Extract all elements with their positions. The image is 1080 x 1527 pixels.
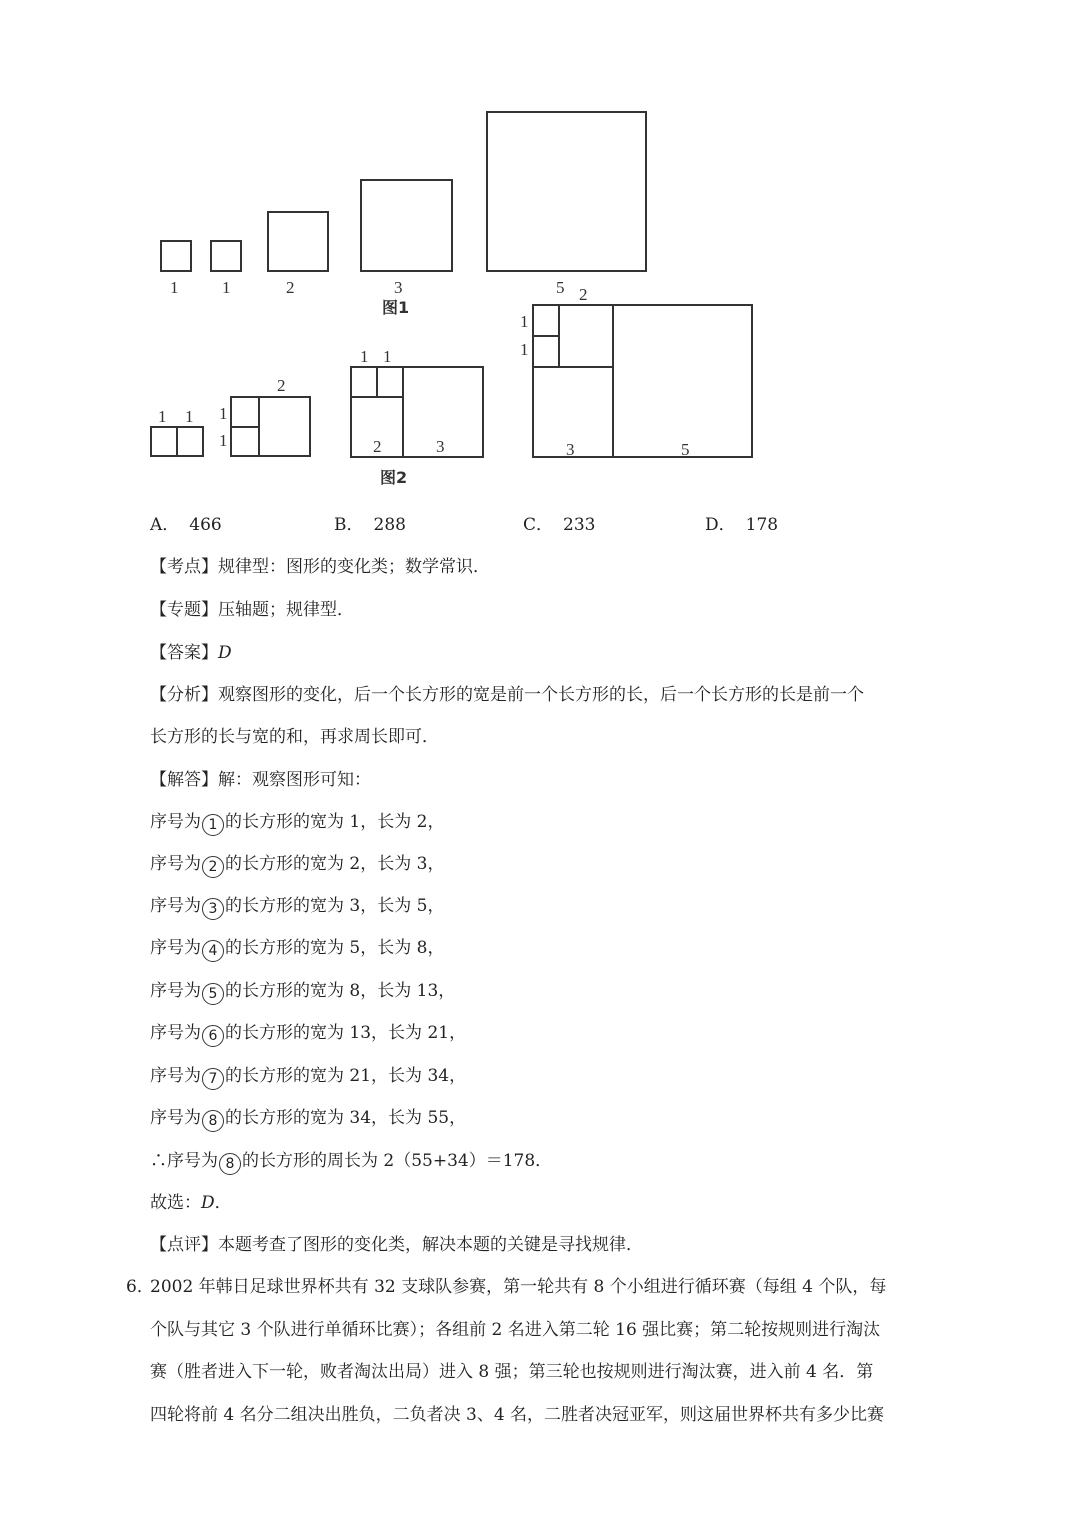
choice-d: D． 178 <box>705 515 779 535</box>
kaodian-line: 【考点】规律型：图形的变化类；数学常识． <box>150 557 490 577</box>
fig2-r4-label-left-b: 1 <box>520 340 529 359</box>
fig1-square-2 <box>268 212 328 271</box>
fig2-r3-label-top-b: 1 <box>383 347 392 366</box>
fig1-label-2: 2 <box>286 278 295 297</box>
fig2-r2-label-left-a: 1 <box>219 404 228 423</box>
daan-line: 【答案】D <box>150 643 232 663</box>
choice-c: C． 233 <box>523 515 596 535</box>
step-5: 序号为 5 的长方形的宽为 8，长为 13， <box>150 976 455 1005</box>
question-6-line-1: 2002 年韩日足球世界杯共有 32 支球队参赛，第一轮共有 8 个小组进行循环赛（每组 4 个队，每 <box>150 1277 887 1297</box>
question-6-line-4: 四轮将前 4 名分二组决出胜负，二负者决 3、4 名，二胜者决冠亚军，则这届世界杯共有多少比赛 <box>150 1405 885 1425</box>
fig2-r4-label-top: 2 <box>579 285 588 304</box>
fig1-square-1b <box>211 241 241 271</box>
fig2-rect-4 <box>533 305 752 457</box>
fig2-r4-label-left-a: 1 <box>520 312 529 331</box>
fig2-r3-label-top-a: 1 <box>360 347 369 366</box>
fig2-r4-label-bottom-a: 3 <box>566 440 575 459</box>
step-2: 序号为 2 的长方形的宽为 2，长为 3， <box>150 849 444 878</box>
step-1: 序号为 1 的长方形的宽为 1，长为 2， <box>150 807 444 836</box>
step-8: 序号为 8 的长方形的宽为 34，长为 55， <box>150 1103 466 1132</box>
step-6: 序号为 6 的长方形的宽为 13，长为 21， <box>150 1018 466 1047</box>
fig1-label-3: 3 <box>394 278 403 297</box>
fig2-r1-label-a: 1 <box>158 407 167 426</box>
step-7: 序号为 7 的长方形的宽为 21，长为 34， <box>150 1061 466 1090</box>
fig2-r3-label-bottom-a: 2 <box>373 437 382 456</box>
fig1-square-1a <box>161 241 191 271</box>
choice-a: A． 466 <box>150 515 222 535</box>
fig2-r2-label-left-b: 1 <box>219 431 228 450</box>
answer-choices <box>150 510 850 534</box>
question-6-number: 6． <box>126 1277 154 1297</box>
fig2-rect-3 <box>351 367 483 457</box>
fig1-square-5 <box>487 112 646 271</box>
step-4: 序号为 4 的长方形的宽为 5，长为 8， <box>150 933 444 962</box>
fig1-label-1b: 1 <box>222 278 231 297</box>
guxuan-line: 故选：D． <box>150 1193 232 1213</box>
dianping-line: 【点评】本题考查了图形的变化类，解决本题的关键是寻找规律． <box>150 1235 643 1255</box>
question-6-line-2: 个队与其它 3 个队进行单循环比赛）；各组前 2 名进入第二轮 16 强比赛；第二轮按规则进行淘汰 <box>150 1320 881 1340</box>
fig1-caption: 图1 <box>382 298 410 317</box>
fenxi-line-2: 长方形的长与宽的和，再求周长即可． <box>150 727 439 747</box>
fig1-label-1a: 1 <box>170 278 179 297</box>
fig2-r3-label-bottom-b: 3 <box>436 437 445 456</box>
fig1-square-3 <box>361 180 452 271</box>
step-3: 序号为 3 的长方形的宽为 3，长为 5， <box>150 891 444 920</box>
conclusion-line: ∴序号为 8 的长方形的周长为 2（55+34）＝178． <box>150 1146 552 1175</box>
fenxi-line-1: 【分析】观察图形的变化，后一个长方形的宽是前一个长方形的长，后一个长方形的长是前一个 <box>150 685 864 705</box>
zhuanti-line: 【专题】压轴题；规律型． <box>150 600 354 620</box>
figures <box>0 0 1080 500</box>
question-6-line-3: 赛（胜者进入下一轮，败者淘汰出局）进入 8 强；第三轮也按规则进行淘汰赛，进入前 4 名．第 <box>150 1362 874 1382</box>
fig1-label-5: 5 <box>556 278 565 297</box>
fig2-r1-label-b: 1 <box>185 407 194 426</box>
fig2-r4-label-bottom-b: 5 <box>681 440 690 459</box>
choice-b: B． 288 <box>334 515 406 535</box>
fig2-caption: 图2 <box>380 468 408 487</box>
jieda-line: 【解答】解：观察图形可知： <box>150 770 371 790</box>
fig2-r2-label-top: 2 <box>277 376 286 395</box>
